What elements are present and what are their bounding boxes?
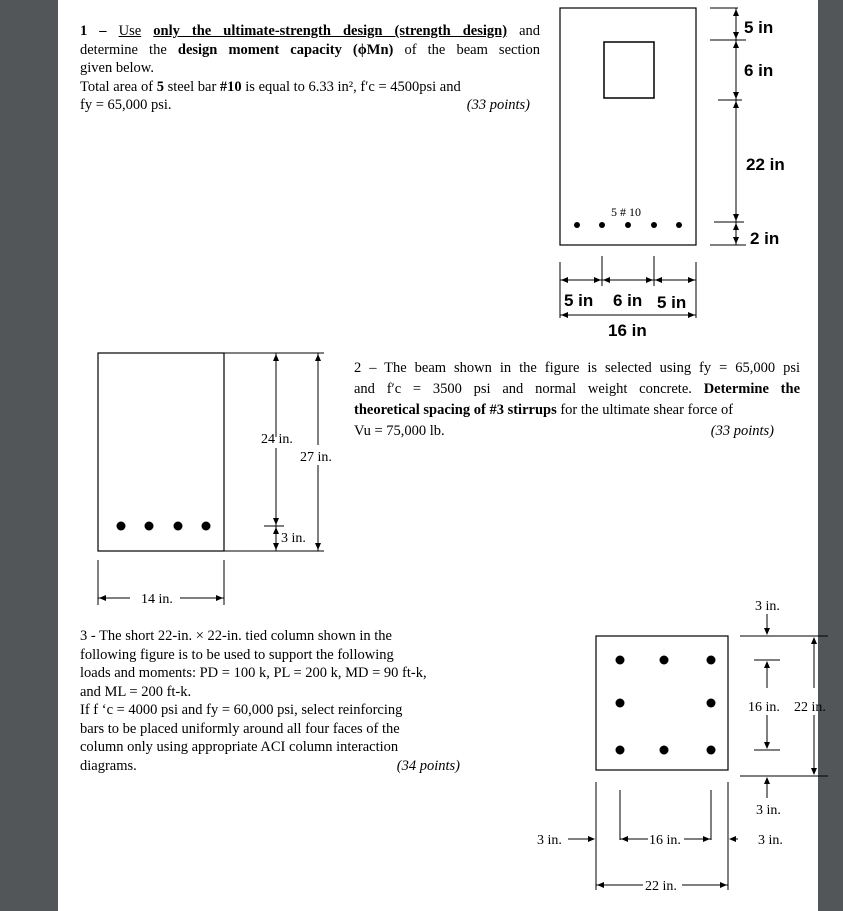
problem2-points: (33 points) [710,423,774,439]
beam1-dim-bot-left: 5 in [564,291,594,310]
beam1-bar [574,222,580,228]
problem3-line: 3 - The short 22-in. × 22-in. tied column shown in the [80,628,392,644]
column-section-figure [468,590,826,910]
problem1-line2-pre: determine the [80,41,167,58]
beam2-d-label: 24 in. [261,432,293,447]
problem3-line: loads and moments: PD = 100 k, PL = 200 k, MD = 90 ft-k, [80,665,427,681]
problem2-line2-pre: and f′c = 3500 psi and normal weight concrete. [354,381,692,397]
beam2-bar [174,522,183,531]
beam-section-figure-2 [88,345,358,610]
beam2-h-label: 27 in. [300,450,332,465]
problem1-line5: fy = 65,000 psi. [80,97,172,113]
problem1-line2-post: of the beam section [404,41,541,58]
beam1-dim-bot-center: 6 in [613,291,643,310]
column-left-cover: 3 in. [537,833,562,848]
problem1-line3: given below. [80,60,154,76]
column-dims [568,614,828,890]
column-bar [707,699,716,708]
problem3-line: If f ‘c = 4000 psi and fy = 60,000 psi, select reinforcing [80,702,403,718]
problem1-line4-bar: #10 [219,78,242,95]
problem2-line2-bold: Determine the [703,381,801,397]
beam1-bar [651,222,657,228]
beam1-bar [625,222,631,228]
problem3-line: and ML = 200 ft-k. [80,683,192,700]
beam2-cover-label: 3 in. [281,531,306,546]
problem1-line4-five: 5 [156,78,164,95]
column-bar [616,746,625,755]
column-inner: 16 in. [748,700,780,715]
column-arrows [588,628,817,888]
beam1-bar [676,222,682,228]
beam2-width-label: 14 in. [141,592,173,607]
beam1-dim-bottom: 2 in [750,229,780,248]
column-bar [616,656,625,665]
problem3-line: following figure is to be used to support the following [80,646,394,663]
problem2-line1: 2 – The beam shown in the figure is selected using fy = 65,000 psi [354,360,800,376]
column-bar [660,656,669,665]
beam2-bar [117,522,126,531]
problem1-number: 1 – [80,23,107,39]
problem1-phrase: only the ultimate-strength design (strength design) [153,23,508,39]
problem3-line: bars to be placed uniformly around all four faces of the [80,720,400,737]
beam1-dim-mid: 6 in [744,61,774,80]
problem1-text [80,22,540,115]
problem2-line4: Vu = 75,000 lb. [354,423,445,439]
column-bar [707,746,716,755]
problem1-points: (33 points) [466,97,530,113]
problem3-line: diagrams. [80,757,137,774]
beam1-dim-bot-right: 5 in [657,293,687,312]
column-bar [660,746,669,755]
column-bottom-outer: 22 in. [645,879,677,894]
document-page [58,0,826,911]
column-bottom-inner: 16 in. [649,833,681,848]
problem2-line3-post: for the ultimate shear force of [560,402,734,418]
beam1-opening [604,42,654,98]
beam1-bar [599,222,605,228]
problem1-line4-post: is equal to 6.33 in², f′c = 4500psi and [245,78,461,95]
beam1-dim-right: 22 in [746,155,785,174]
problem2-text [354,358,800,442]
problem1-use: Use [118,23,142,39]
beam1-right-dims [710,8,746,245]
beam2-arrows [99,354,321,601]
problem1-line2-bold: design moment capacity (ϕMn) [177,41,394,58]
beam1-dim-top: 5 in [744,18,774,37]
column-bar [707,656,716,665]
problem3-text [80,627,460,775]
beam1-bar-label: 5 # 10 [611,205,641,219]
column-top-cover: 3 in. [755,599,780,614]
column-bottom-cover: 3 in. [756,803,781,818]
beam2-bar [202,522,211,531]
problem3-points: (34 points) [396,757,460,774]
problem2-line3-bold: theoretical spacing of #3 stirrups [354,402,557,418]
beam2-dims [98,353,324,605]
beam-section-figure-1 [538,0,818,350]
beam1-dim-width: 16 in [608,321,647,340]
column-right-cover: 3 in. [758,833,783,848]
problem1-line4-pre: Total area of [80,78,154,95]
problem1-line4-mid: steel bar [167,78,217,95]
beam2-outline [98,353,224,551]
column-bar [616,699,625,708]
column-outer: 22 in. [794,700,826,715]
problem3-line: column only using appropriate ACI column interaction [80,739,399,755]
beam2-bar [145,522,154,531]
problem1-and: and [519,23,541,39]
